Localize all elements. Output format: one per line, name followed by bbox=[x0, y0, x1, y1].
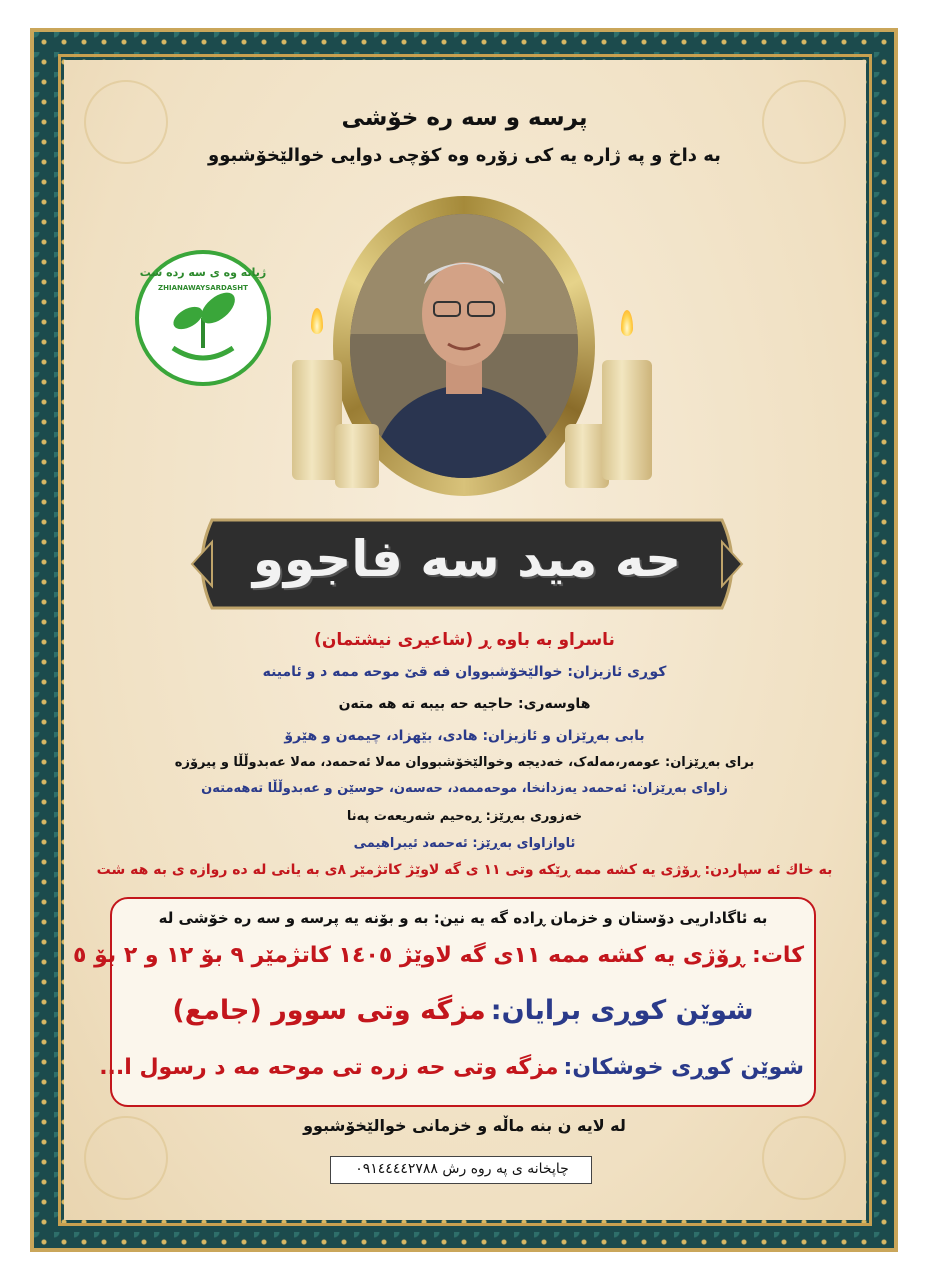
footer-from: له لایه ن بنه ماڵه و خزمانی خوالێخۆشبوو bbox=[303, 1116, 626, 1135]
wife-text: هاوسەری: حاجیه حه بیبه ته هه متەن bbox=[338, 696, 591, 712]
ceremony-notice-box bbox=[73, 897, 816, 1107]
women-place-line bbox=[99, 1055, 804, 1080]
namesake-text: ئاوازاوای بەڕێز: ئەحمەد ئیبراهیمی bbox=[353, 836, 576, 851]
notice-intro: به ئاگاداریی دۆستان و خزمان ڕاده گه یه نین: به و بۆنه یه پرسه و سه ره خۆشی له bbox=[158, 909, 768, 927]
candle-left-small bbox=[335, 424, 379, 488]
printer-box bbox=[330, 1156, 592, 1184]
logo-sub-text: ZHIANAWAYSARDASHT bbox=[158, 284, 248, 292]
logo-arc-text: ژیانه وه ی سه رده شت bbox=[139, 266, 267, 279]
women-place-value: مزگه وتی حه زره تی موحه مه د رسول ا... bbox=[99, 1055, 559, 1080]
header-title: پرسه و سه ره خۆشی bbox=[341, 105, 588, 131]
men-place-value: مزگه وتی سوور (جامع) bbox=[172, 995, 486, 1026]
women-place-label: شوێن كوڕی خوشكان: bbox=[563, 1055, 804, 1080]
notice-time: كات: ڕۆژی یه كشه ممه ١١ی گه لاوێژ ١٤٠٥ كاتژمێر ٩ بۆ ١٢ و ٢ بۆ ٥ bbox=[73, 943, 804, 968]
name-banner bbox=[172, 512, 762, 616]
portrait-photo bbox=[350, 214, 578, 478]
candle-right-large bbox=[602, 360, 652, 480]
son-of-text: كوڕی ئازیزان: خوالێخۆشبووان فه قێ موحه ممه د و ئامینه bbox=[262, 664, 667, 680]
father-of-text: بابی بەڕێزان و ئازیزان: هادی، بێهزاد، چیمەن و هێرۆ bbox=[284, 728, 645, 744]
header-subtitle: به داخ و په ژاره یه كی زۆره وه كۆچی دوایی خوالێخۆشبوو bbox=[208, 145, 721, 166]
brother-of-text: برای بەڕێزان: عومەر،مەلەک، خەدیجە وخوالێخۆشبووان مەلا ئەحمەد، مەلا عەبدوڵڵا و پیرۆزە bbox=[174, 755, 755, 770]
men-place-label: شوێن كوڕی برایان: bbox=[490, 995, 754, 1026]
known-as-text: ناسراو به باوه ڕ (شاعیری نیشتمان) bbox=[314, 630, 615, 650]
men-place-line bbox=[122, 995, 804, 1026]
printer-text: چاپخانه ی په روه رش ٠٩١٤٤٤٤٢٧٨٨ bbox=[355, 1161, 569, 1177]
son-in-law-text: زاوای بەڕێزان: ئەحمەد یەزدانخا، موحەممەد، حەسەن، حوسێن و عەبدوڵڵا تەهەمتەن bbox=[201, 781, 728, 796]
brother-in-law-text: خەزوری بەڕێز: ڕەحیم شەریعەت پەنا bbox=[346, 809, 583, 824]
organization-logo bbox=[133, 248, 273, 388]
burial-text: به خاك ئه سپاردن: ڕۆژی یه كشه ممه ڕێكه وتی ١١ ی گه لاوێژ كاتژمێر ٨ی به یانی له ده روازه ی به هه شت bbox=[96, 862, 833, 878]
deceased-name: حه مید سه فاجوو bbox=[252, 530, 682, 588]
